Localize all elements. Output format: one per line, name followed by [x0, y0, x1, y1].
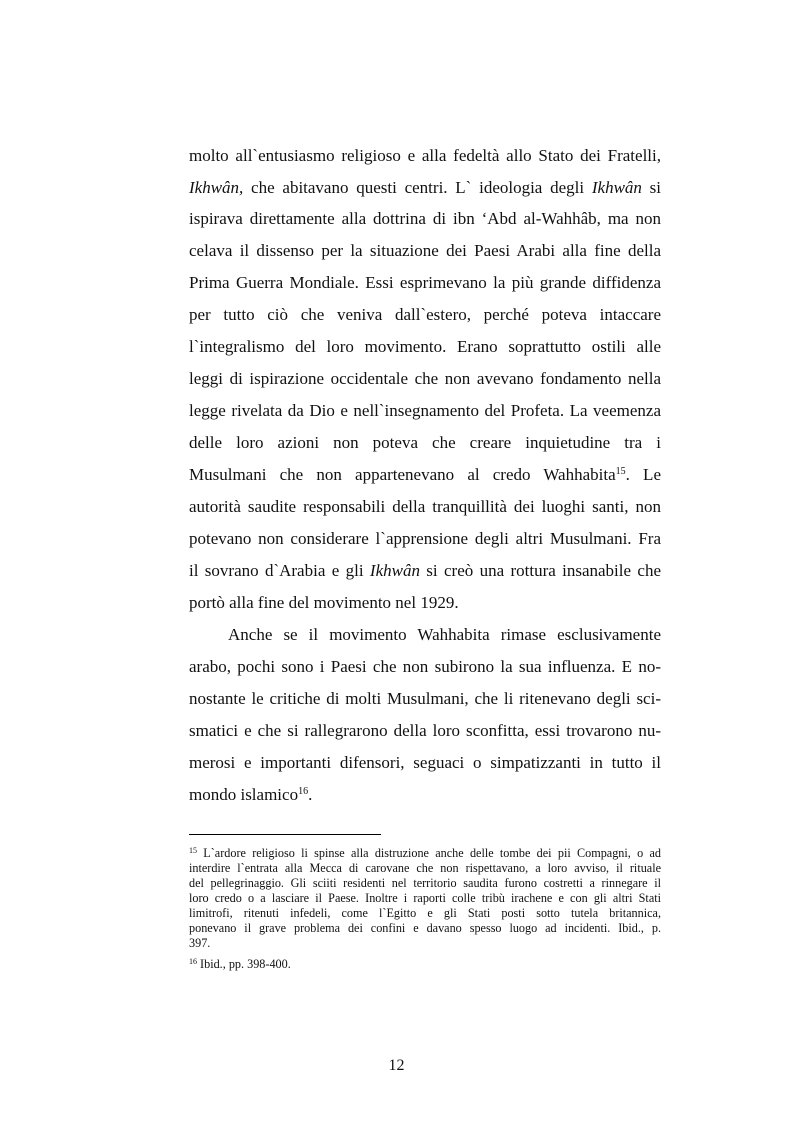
- footnote-marker: 15: [189, 846, 197, 855]
- footnote-line: [189, 861, 661, 876]
- text-run: il sovrano d`Arabia e gli: [189, 561, 370, 580]
- body-text-line: [189, 720, 661, 742]
- text-run: . Le: [625, 465, 661, 484]
- text-run: mondo islamico: [189, 785, 299, 804]
- footnote-line: [189, 906, 661, 921]
- text-run: ponevano il grave problema dei confini e davano spesso luogo ad incidenti. Ibid., p.: [189, 921, 661, 935]
- body-text-line: [189, 496, 661, 518]
- italic-term: Ikhwân: [369, 561, 420, 580]
- text-run: 397.: [189, 936, 211, 950]
- body-text-line: [189, 592, 661, 614]
- footnote-reference: 16: [298, 786, 309, 797]
- text-run: si: [641, 178, 661, 197]
- text-run: che abitavano questi centri. L` ideologia degli: [243, 178, 592, 197]
- text-run: Anche se il movimento Wahhabita rimase esclusivamente: [228, 625, 661, 644]
- footnote-marker: 16: [189, 957, 197, 966]
- footnote-separator: [189, 834, 381, 835]
- text-run: merosi e importanti difensori, seguaci o simpatizzanti in tutto il: [189, 753, 661, 772]
- text-run: potevano non considerare l`apprensione degli altri Musulmani. Fra: [189, 529, 661, 548]
- body-text-line: [189, 528, 661, 550]
- body-text-line: [189, 240, 661, 262]
- text-run: interdire l`entrata alla Mecca di carovane che non rispettavano, a loro avviso, il rituale: [189, 861, 661, 875]
- body-text-line: [189, 560, 661, 582]
- body-text-line: [189, 432, 661, 454]
- text-run: celava il dissenso per la situazione dei Paesi Arabi alla fine della: [189, 241, 661, 260]
- footnote-reference: 15: [615, 466, 626, 477]
- text-run: molto all`entusiasmo religioso e alla fedeltà allo Stato dei Fratelli,: [189, 146, 661, 165]
- text-run: delle loro azioni non poteva che creare inquietudine tra i: [189, 433, 661, 452]
- body-text-line: [189, 368, 661, 390]
- text-run: legge rivelata da Dio e nell`insegnamento del Profeta. La veemenza: [189, 401, 661, 420]
- text-run: leggi di ispirazione occidentale che non avevano fondamento nella: [189, 369, 661, 388]
- text-run: del pellegrinaggio. Gli sciiti residenti nel territorio saudita furono costretti a rinnegare il: [189, 876, 661, 890]
- body-text-line: [189, 784, 661, 806]
- text-run: portò alla fine del movimento nel 1929.: [189, 593, 459, 612]
- text-run: L`ardore religioso li spinse alla distruzione anche delle tombe dei pii Compagni, o ad: [197, 846, 661, 860]
- text-run: autorità saudite responsabili della tranquillità dei luoghi santi, non: [189, 497, 661, 516]
- body-text-line: [189, 304, 661, 326]
- page-number: 12: [388, 1057, 405, 1074]
- text-run: Prima Guerra Mondiale. Essi esprimevano la più grande diffidenza: [189, 273, 661, 292]
- text-run: arabo, pochi sono i Paesi che non subirono la sua influenza. E no-: [189, 657, 661, 676]
- body-text-line: [189, 208, 661, 230]
- text-run: .: [308, 785, 313, 804]
- text-run: per tutto ciò che veniva dall`estero, perché poteva intaccare: [189, 305, 661, 324]
- text-run: nostante le critiche di molti Musulmani, che li ritenevano degli sci-: [189, 689, 661, 708]
- body-text-line: [189, 145, 661, 167]
- footnote-line: [189, 936, 661, 951]
- footnote-line: [189, 957, 661, 972]
- body-text-line: [228, 624, 661, 646]
- footnote-line: [189, 846, 661, 861]
- text-run: l`integralismo del loro movimento. Erano soprattutto ostili alle: [189, 337, 661, 356]
- body-text-line: [189, 177, 661, 199]
- text-run: Musulmani che non appartenevano al credo Wahhabita: [189, 465, 616, 484]
- footnote-line: [189, 921, 661, 936]
- body-text-line: [189, 688, 661, 710]
- body-text-line: [189, 656, 661, 678]
- body-text-line: [189, 464, 661, 486]
- footnote-line: [189, 891, 661, 906]
- footnote-line: [189, 876, 661, 891]
- body-text-line: [189, 400, 661, 422]
- italic-term: Ikhwân,: [189, 178, 244, 197]
- text-run: Ibid., pp. 398-400.: [197, 957, 291, 971]
- text-run: si creò una rottura insanabile che: [419, 561, 661, 580]
- text-run: limitrofi, ritenuti infedeli, come l`Egitto e gli Stati posti sotto tutela britannica,: [189, 906, 661, 920]
- body-text-line: [189, 336, 661, 358]
- text-run: loro credo o a lasciare il Paese. Inoltre i raporti colle tribù irachene e con gli altri Stati: [189, 891, 661, 905]
- body-text-line: [189, 752, 661, 774]
- italic-term: Ikhwân: [591, 178, 642, 197]
- text-run: ispirava direttamente alla dottrina di ibn ‘Abd al-Wahhâb, ma non: [189, 209, 661, 228]
- body-text-line: [189, 272, 661, 294]
- text-run: smatici e che si rallegrarono della loro sconfitta, essi trovarono nu-: [189, 721, 661, 740]
